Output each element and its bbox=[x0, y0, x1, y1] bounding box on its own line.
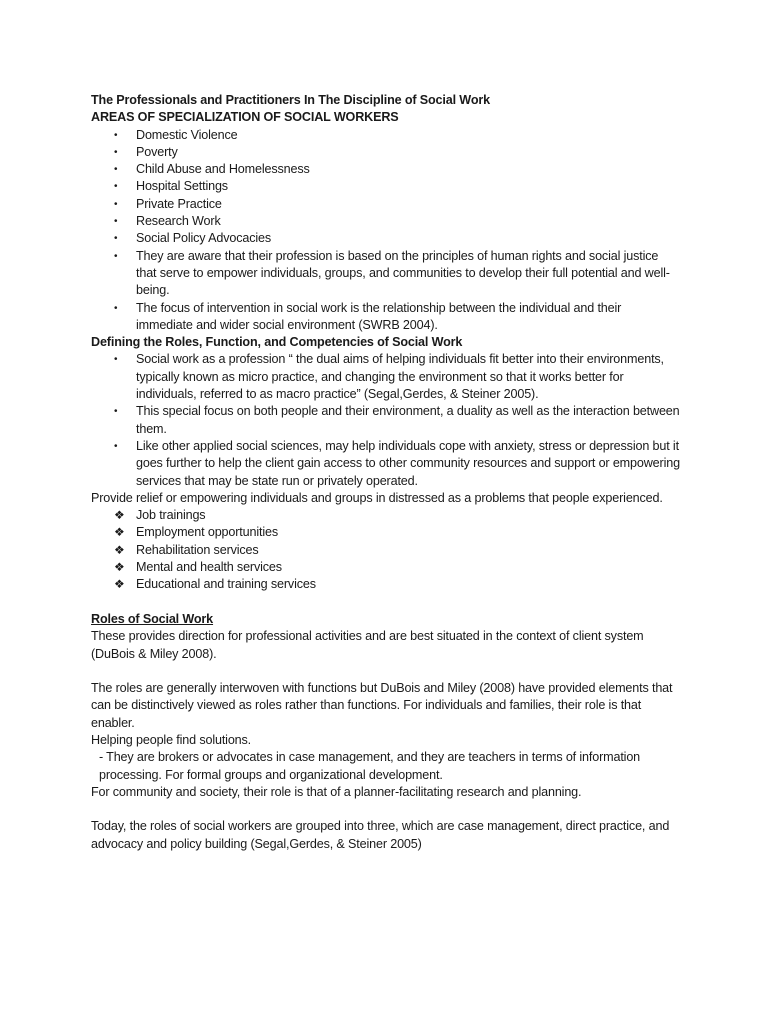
roles-paragraph: For community and society, their role is that of a planner-facilitating research and planning. bbox=[91, 784, 582, 799]
list-item: • Social Policy Advocacies bbox=[91, 230, 681, 247]
list-item: • Poverty bbox=[91, 144, 681, 161]
bullet-icon: • bbox=[114, 302, 118, 314]
bullet-icon: • bbox=[114, 406, 118, 418]
list-item: • Private Practice bbox=[91, 196, 681, 213]
diamond-bullet-icon: ❖ bbox=[114, 542, 125, 557]
section-heading-definitions: Defining the Roles, Function, and Competencies of Social Work bbox=[91, 335, 463, 350]
bullet-icon: • bbox=[114, 146, 118, 158]
document-title: The Professionals and Practitioners In The Discipline of Social Work bbox=[91, 93, 490, 107]
list-item: • Research Work bbox=[91, 213, 681, 230]
services-list bbox=[91, 507, 681, 593]
list-item: • The focus of intervention in social work is the relationship between the individual and their immediate and wider social environment (SWRB 2004). bbox=[114, 300, 622, 332]
bullet-icon: • bbox=[114, 164, 118, 176]
bullet-icon: • bbox=[114, 129, 118, 141]
document-body bbox=[91, 92, 681, 853]
bullet-icon: • bbox=[114, 354, 118, 366]
relief-paragraph: Provide relief or empowering individuals and groups in distressed as a problems that people experienced. bbox=[91, 490, 663, 505]
roles-paragraph: These provides direction for professional activities and are best situated in the context of client system (DuBois & Miley 2008). bbox=[91, 629, 644, 661]
spacer bbox=[91, 663, 681, 680]
bullet-icon: • bbox=[114, 440, 118, 452]
spacer bbox=[91, 801, 681, 818]
roles-paragraph: Helping people find solutions. bbox=[91, 732, 252, 747]
list-item: • Child Abuse and Homelessness bbox=[91, 161, 681, 178]
section-heading-areas: AREAS OF SPECIALIZATION OF SOCIAL WORKERS bbox=[91, 110, 399, 125]
bullet-icon: • bbox=[114, 250, 118, 262]
bullet-icon: • bbox=[114, 233, 118, 245]
roles-heading: Roles of Social Work bbox=[91, 611, 214, 626]
roles-paragraph: - They are brokers or advocates in case management, and they are teachers in terms of information processing. For formal groups and organizational development. bbox=[99, 750, 641, 782]
list-item: ❖ Rehabilitation services bbox=[91, 542, 681, 559]
diamond-bullet-icon: ❖ bbox=[114, 525, 125, 540]
diamond-bullet-icon: ❖ bbox=[114, 508, 125, 523]
list-item: • This special focus on both people and their environment, a duality as well as the interaction between them. bbox=[114, 404, 680, 436]
diamond-bullet-icon: ❖ bbox=[114, 560, 125, 575]
definitions-list bbox=[91, 351, 681, 489]
bullet-icon: • bbox=[114, 216, 118, 228]
list-item: ❖ Educational and training services bbox=[91, 576, 681, 593]
list-item: • Domestic Violence bbox=[91, 127, 681, 144]
list-item: • Like other applied social sciences, may help individuals cope with anxiety, stress or depression but it goes further to help the client gain access to other community resources and support or empowering services that may be state run or privately operated. bbox=[114, 438, 680, 488]
list-item: • They are aware that their profession is based on the principles of human rights and social justice that serve to empower individuals, groups, and communities to develop their full potential and well-being. bbox=[114, 248, 670, 298]
bullet-icon: • bbox=[114, 181, 118, 193]
spacer bbox=[91, 594, 681, 611]
list-item: ❖ Employment opportunities bbox=[91, 524, 681, 541]
list-item: • Social work as a profession “ the dual aims of helping individuals fit better into their environments, typically known as micro practice, and changing the environment so that it works better for individuals, referred to as macro practice” (Segal,Gerdes, & Steiner 2005). bbox=[114, 352, 664, 402]
list-item: • Hospital Settings bbox=[91, 178, 681, 195]
areas-list bbox=[91, 127, 681, 335]
bullet-icon: • bbox=[114, 198, 118, 210]
roles-paragraph: The roles are generally interwoven with functions but DuBois and Miley (2008) have provided elements that can be distinctively viewed as roles rather than functions. For individuals and families, their role is that enabler. bbox=[91, 681, 673, 730]
roles-paragraph: Today, the roles of social workers are grouped into three, which are case management, direct practice, and advocacy and policy building (Segal,Gerdes, & Steiner 2005) bbox=[91, 819, 670, 851]
list-item: ❖ Job trainings bbox=[91, 507, 681, 524]
diamond-bullet-icon: ❖ bbox=[114, 577, 125, 592]
list-item: ❖ Mental and health services bbox=[91, 559, 681, 576]
